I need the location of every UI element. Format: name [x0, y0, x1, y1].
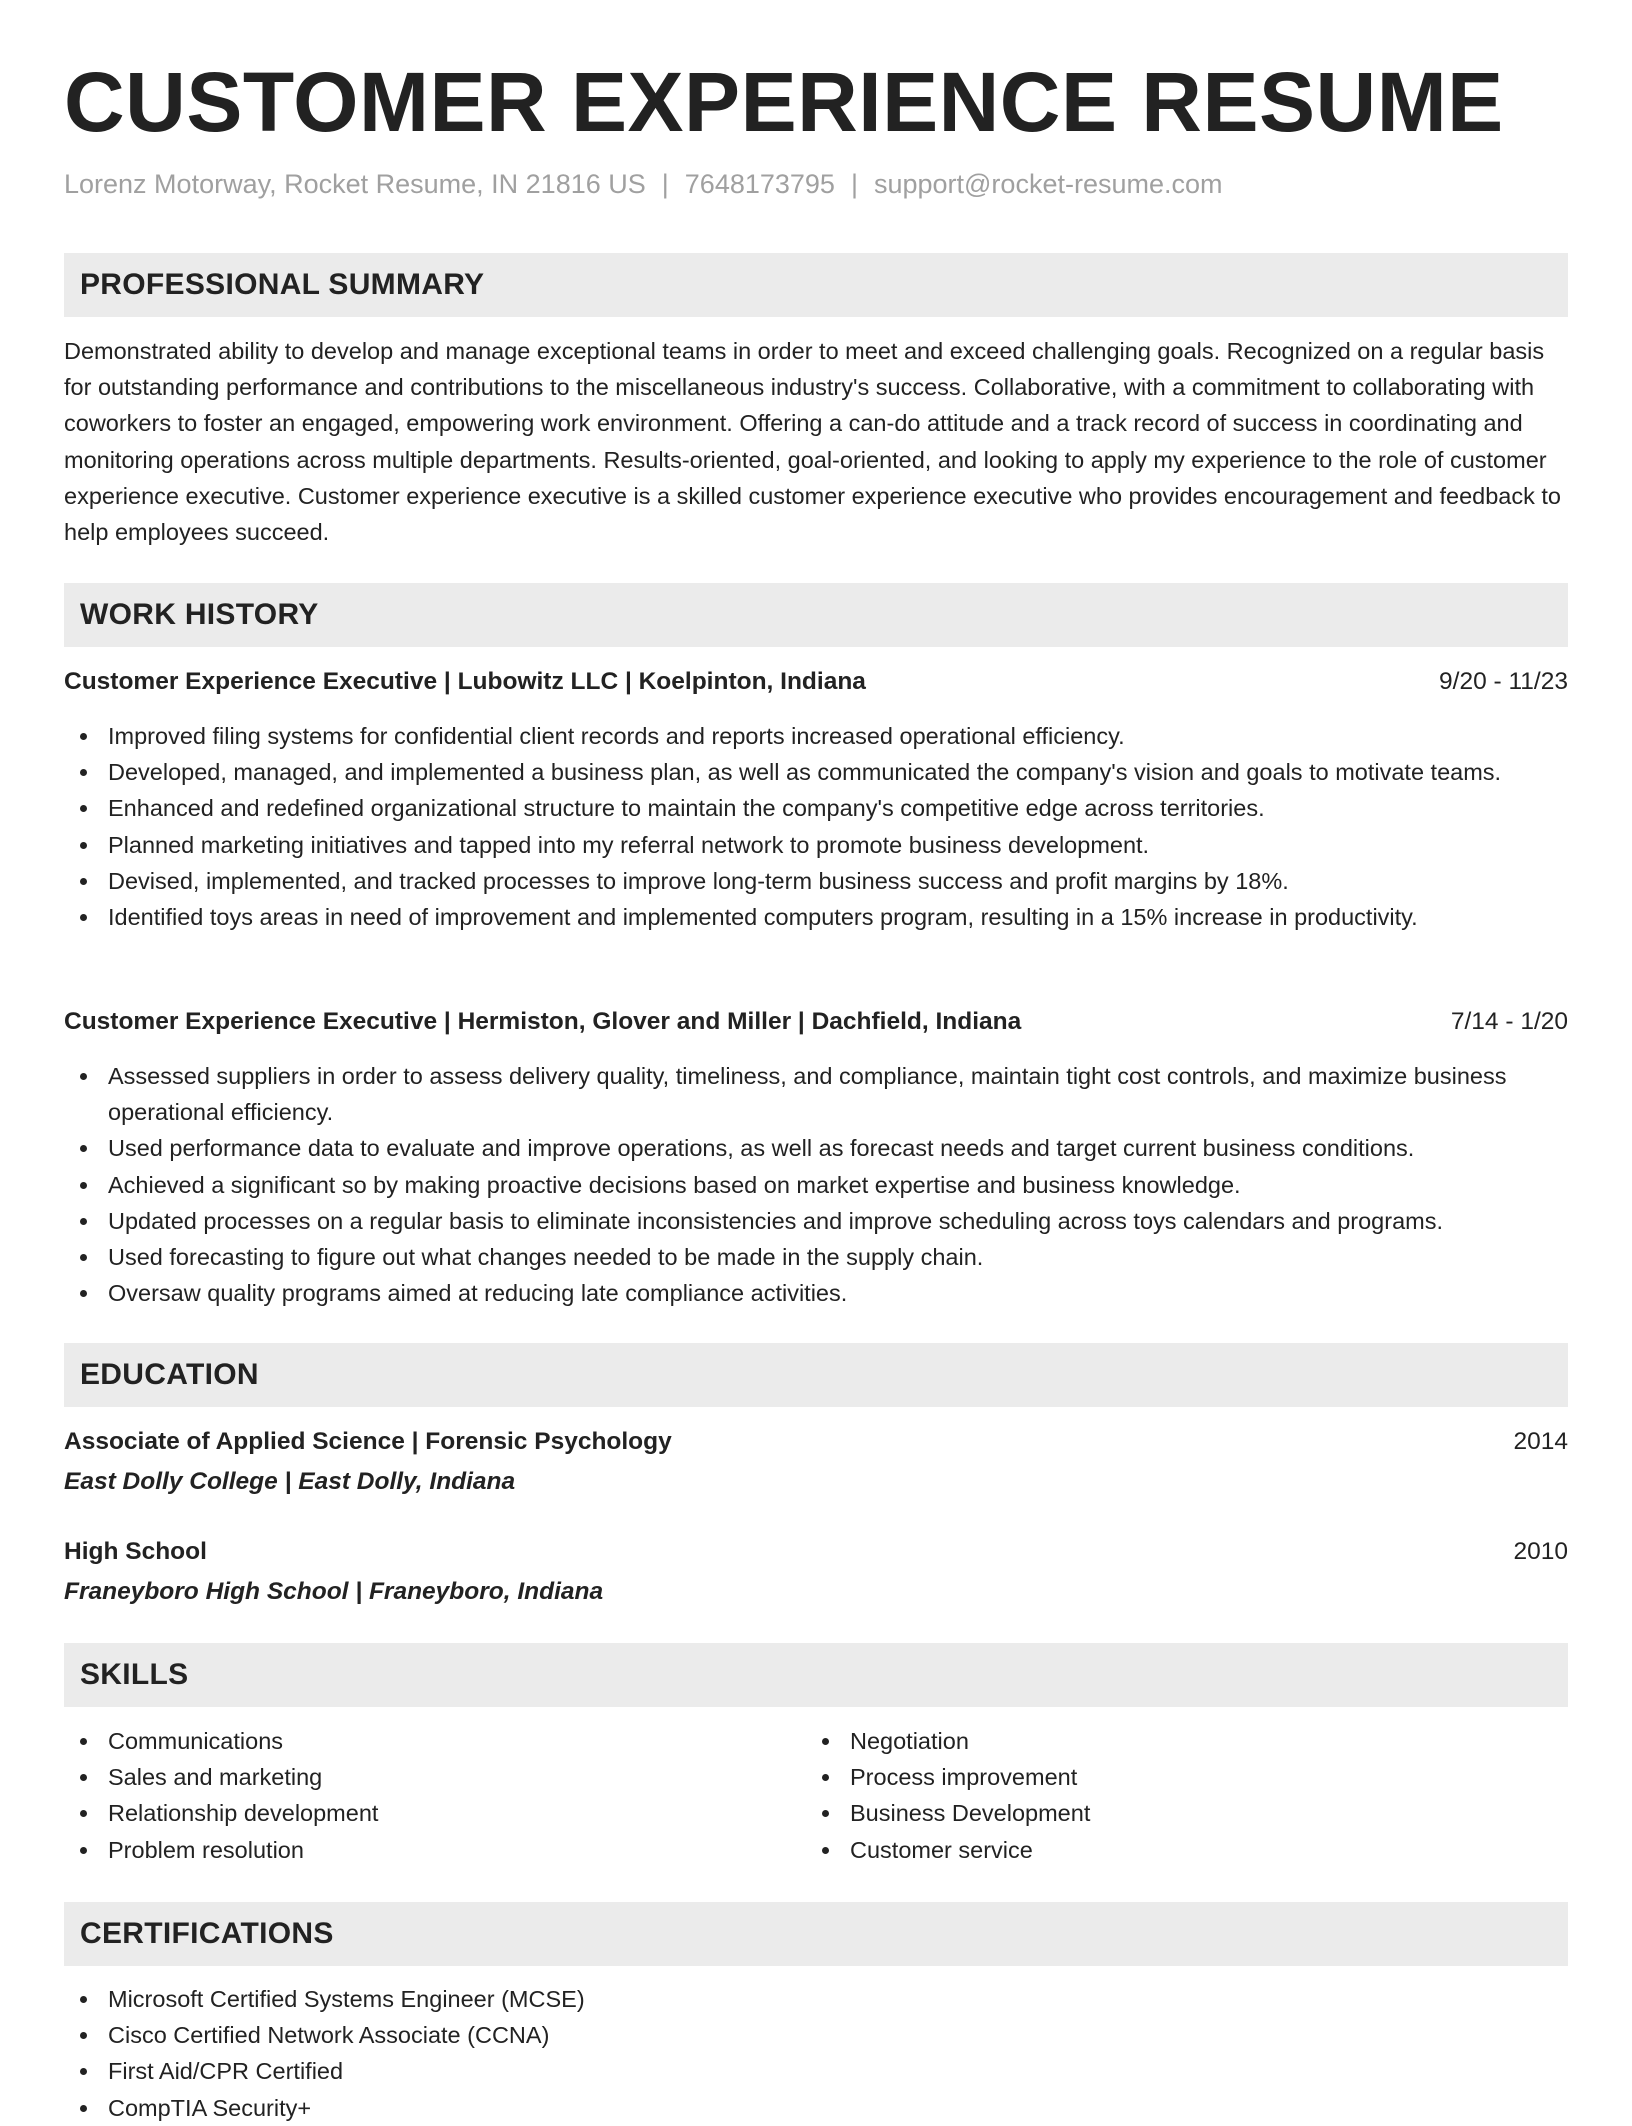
list-item: Oversaw quality programs aimed at reducing late compliance activities.	[64, 1275, 1568, 1311]
list-item: Improved filing systems for confidential client records and reports increased operational efficiency.	[64, 718, 1568, 754]
section-heading-education: EDUCATION	[64, 1343, 1568, 1407]
list-item: First Aid/CPR Certified	[64, 2053, 1568, 2089]
list-item: Devised, implemented, and tracked processes to improve long-term business success and profit margins by 18%.	[64, 863, 1568, 899]
job-title	[64, 1004, 1568, 1040]
contact-separator: |	[661, 169, 669, 199]
contact-separator: |	[850, 169, 858, 199]
contact-email: support@rocket-resume.com	[873, 169, 1223, 199]
list-item: Updated processes on a regular basis to eliminate inconsistencies and improve scheduling across toys calendars and programs.	[64, 1203, 1568, 1239]
section-heading-certifications: CERTIFICATIONS	[64, 1902, 1568, 1966]
education-degree-text: Associate of Applied Science | Forensic Psychology	[64, 1428, 672, 1455]
list-item: Microsoft Certified Systems Engineer (MCSE)	[64, 1981, 1568, 2017]
contact-address: Lorenz Motorway, Rocket Resume, IN 21816 US	[64, 169, 646, 199]
contact-line	[64, 166, 1223, 202]
list-item: Cisco Certified Network Associate (CCNA)	[64, 2017, 1568, 2053]
certifications-list	[64, 1981, 1568, 2126]
list-item: Developed, managed, and implemented a business plan, as well as communicated the company's vision and goals to motivate teams.	[64, 754, 1568, 790]
list-item: Used forecasting to figure out what changes needed to be made in the supply chain.	[64, 1239, 1568, 1275]
list-item: Business Development	[806, 1795, 1568, 1831]
list-item: Planned marketing initiatives and tapped into my referral network to promote business development.	[64, 827, 1568, 863]
job-bullet-list	[64, 718, 1568, 935]
skills-list-left	[64, 1723, 784, 1868]
list-item: Process improvement	[806, 1759, 1568, 1795]
list-item: CompTIA Security+	[64, 2090, 1568, 2126]
section-heading-work-history: WORK HISTORY	[64, 583, 1568, 647]
education-year: 2014	[1513, 1428, 1568, 1455]
list-item: Problem resolution	[64, 1832, 784, 1868]
education-year: 2010	[1513, 1538, 1568, 1565]
education-degree-text: High School	[64, 1538, 207, 1565]
skills-list-right	[806, 1723, 1568, 1868]
education-degree	[64, 1424, 1568, 1460]
section-heading-skills: SKILLS	[64, 1643, 1568, 1707]
summary-text: Demonstrated ability to develop and manage exceptional teams in order to meet and exceed challenging goals. Recognized on a regular basis for outstanding performance and contributions to the miscellaneous industry's success. Collaborative, with a commitment to collaborating with coworkers to foster an engaged, empowering work environment. Offering a can-do attitude and a track record of success in coordinating and monitoring operations across multiple departments. Results-oriented, goal-oriented, and looking to apply my experience to the role of customer experience executive. Customer experience executive is a skilled customer experience executive who provides encouragement and feedback to help employees succeed.	[64, 338, 1561, 546]
job-title-text: Customer Experience Executive | Hermiston, Glover and Miller | Dachfield, Indiana	[64, 1008, 1022, 1035]
section-heading-summary: PROFESSIONAL SUMMARY	[64, 253, 1568, 317]
list-item: Identified toys areas in need of improvement and implemented computers program, resulting in a 15% increase in productivity.	[64, 899, 1568, 935]
resume-title: CUSTOMER EXPERIENCE RESUME	[64, 55, 1504, 149]
education-school: East Dolly College | East Dolly, Indiana	[64, 1468, 516, 1495]
list-item: Relationship development	[64, 1795, 784, 1831]
list-item: Used performance data to evaluate and improve operations, as well as forecast needs and target current business conditions.	[64, 1130, 1568, 1166]
education-degree	[64, 1534, 1568, 1570]
list-item: Achieved a significant so by making proactive decisions based on market expertise and business knowledge.	[64, 1167, 1568, 1203]
job-dates: 7/14 - 1/20	[1450, 1008, 1568, 1035]
list-item: Communications	[64, 1723, 784, 1759]
education-school: Franeyboro High School | Franeyboro, Indiana	[64, 1578, 604, 1605]
list-item: Customer service	[806, 1832, 1568, 1868]
job-title-text: Customer Experience Executive | Lubowitz LLC | Koelpinton, Indiana	[64, 668, 866, 695]
list-item: Sales and marketing	[64, 1759, 784, 1795]
contact-phone: 7648173795	[684, 169, 835, 199]
list-item: Assessed suppliers in order to assess delivery quality, timeliness, and compliance, maintain tight cost controls, and maximize business operational efficiency.	[64, 1058, 1568, 1130]
list-item: Negotiation	[806, 1723, 1568, 1759]
job-dates: 9/20 - 11/23	[1439, 668, 1568, 695]
list-item: Enhanced and redefined organizational structure to maintain the company's competitive edge across territories.	[64, 790, 1568, 826]
job-title	[64, 664, 1568, 700]
job-bullet-list	[64, 1058, 1568, 1311]
